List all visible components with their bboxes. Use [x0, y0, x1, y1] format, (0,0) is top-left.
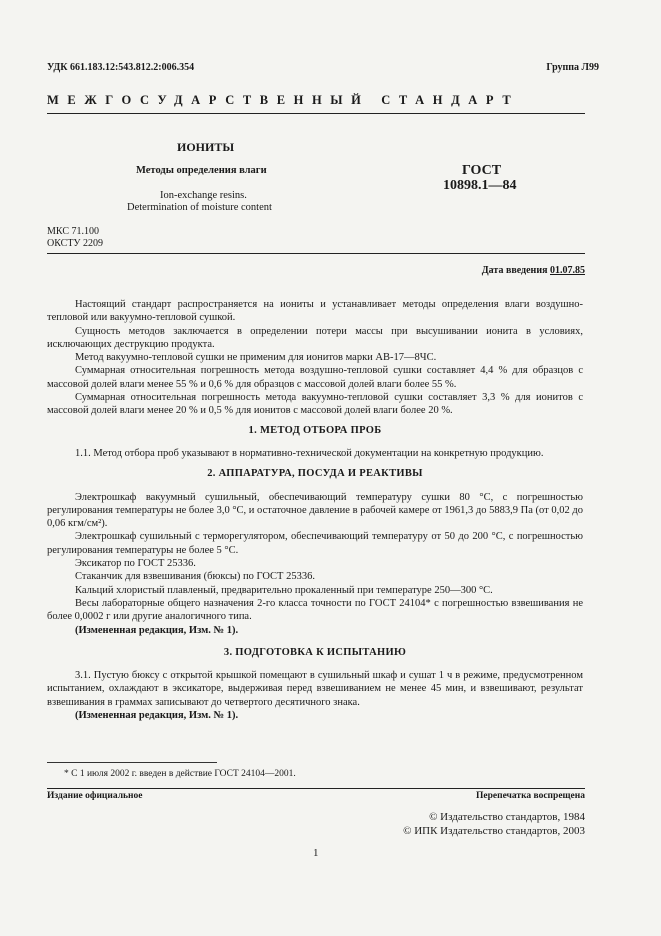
- section-3-revision-note: (Измененная редакция, Изм. № 1).: [75, 710, 239, 722]
- section-2-paragraph: Эксикатор по ГОСТ 25336.: [75, 558, 196, 570]
- section-2-paragraph: Стаканчик для взвешивания (бюксы) по ГОСТ 25336.: [75, 571, 315, 583]
- footer-divider: [47, 788, 585, 789]
- intro-paragraph: Метод вакуумно-тепловой сушки не применим для ионитов марки АВ-17—8ЧС.: [75, 352, 437, 364]
- section-2-heading: 2. АППАРАТУРА, ПОСУДА И РЕАКТИВЫ: [207, 468, 423, 480]
- gost-number: 10898.1—84: [443, 178, 517, 193]
- gost-label: ГОСТ: [462, 163, 502, 178]
- section-2-paragraph: Весы лабораторные общего назначения 2-го класса точности по ГОСТ 24104* с погрешностью взвешивания не более 0,0002 г или другие аналогичного типа.: [47, 597, 583, 623]
- copyright-line-2: © ИПК Издательство стандартов, 2003: [403, 825, 585, 837]
- document-body: [47, 298, 583, 722]
- effective-date: [482, 265, 585, 276]
- document-title: ИОНИТЫ: [177, 140, 235, 154]
- english-title-line1: Ion-exchange resins.: [160, 190, 247, 201]
- english-title-line2: Determination of moisture content: [127, 202, 272, 213]
- okstu-code: ОКСТУ 2209: [47, 238, 104, 249]
- group-code: Группа Л99: [546, 62, 599, 73]
- section-2-paragraph: Электрошкаф сушильный с терморегулятором, обеспечивающий температуру от 50 до 200 °С, с погрешностью регулирования температуры не более 5 °С.: [47, 531, 583, 556]
- official-edition-label: Издание официальное: [47, 791, 143, 801]
- udk-code: УДК 661.183.12:543.812.2:006.354: [47, 62, 195, 73]
- mks-code: МКС 71.100: [47, 226, 99, 237]
- document-subtitle: Методы определения влаги: [136, 165, 267, 176]
- section-3-heading: 3. ПОДГОТОВКА К ИСПЫТАНИЮ: [223, 646, 407, 658]
- footnote: * С 1 июля 2002 г. введен в действие ГОСТ 24104—2001.: [64, 769, 296, 779]
- footnote-divider: [47, 762, 217, 763]
- top-divider: [47, 113, 585, 114]
- intro-paragraph: Суммарная относительная погрешность метода вакуумно-тепловой сушки составляет 3,3 % для ионитов с массовой долей влаги менее 20 % и 0,5 % для ионитов с массовой долей влаги более 20 %.: [47, 392, 583, 417]
- section-1-paragraph: 1.1. Метод отбора проб указывают в нормативно-технической документации на конкретную продукцию.: [75, 447, 544, 459]
- effective-date-label: Дата введения: [481, 265, 548, 276]
- standard-type-heading: МЕЖГОСУДАРСТВЕННЫЙ СТАНДАРТ: [47, 93, 520, 107]
- page-number: 1: [313, 847, 319, 859]
- title-divider: [47, 253, 585, 254]
- section-1-heading: 1. МЕТОД ОТБОРА ПРОБ: [248, 424, 382, 436]
- effective-date-value: 01.07.85: [550, 265, 585, 276]
- intro-paragraph: Сущность методов заключается в определении потери массы при высушивании ионита в условиях, исключающих деструкцию продукта.: [47, 325, 583, 350]
- intro-paragraph: Настоящий стандарт распространяется на иониты и устанавливает методы определения влаги воздушно-тепловой или вакуумно-тепловой сушкой.: [47, 299, 583, 324]
- section-3-paragraph: 3.1. Пустую бюксу с открытой крышкой помещают в сушильный шкаф и сушат 1 ч в режиме, предусмотренном испытанием, охлаждают в эксикаторе, выдерживая перед взвешиванием не менее 45 мин, и взвешивают, результат взвешивания в граммах записывают до четвертого десятичного знака.: [47, 670, 583, 708]
- section-2-revision-note: (Измененная редакция, Изм. № 1).: [75, 624, 239, 636]
- intro-paragraph: Суммарная относительная погрешность метода воздушно-тепловой сушки составляет 4,4 % для образцов с массовой долей влаги менее 55 % и 0,6 % для образцов с массовой долей влаги более 55 %.: [47, 365, 583, 390]
- section-2-paragraph: Кальций хлористый плавленый, предварительно прокаленный при температуре 250—300 °С.: [75, 584, 493, 596]
- reprint-notice: Перепечатка воспрещена: [475, 791, 585, 801]
- section-2-paragraph: Электрошкаф вакуумный сушильный, обеспечивающий температуру сушки 80 °С, с погрешностью регулирования температуры не более 3,0 °С, и остаточное давление в рабочей камере от 1961,3 до 5883,9 Па (от 0,02 до 0,06 кгм/см²).: [47, 491, 583, 530]
- copyright-line-1: © Издательство стандартов, 1984: [429, 811, 585, 823]
